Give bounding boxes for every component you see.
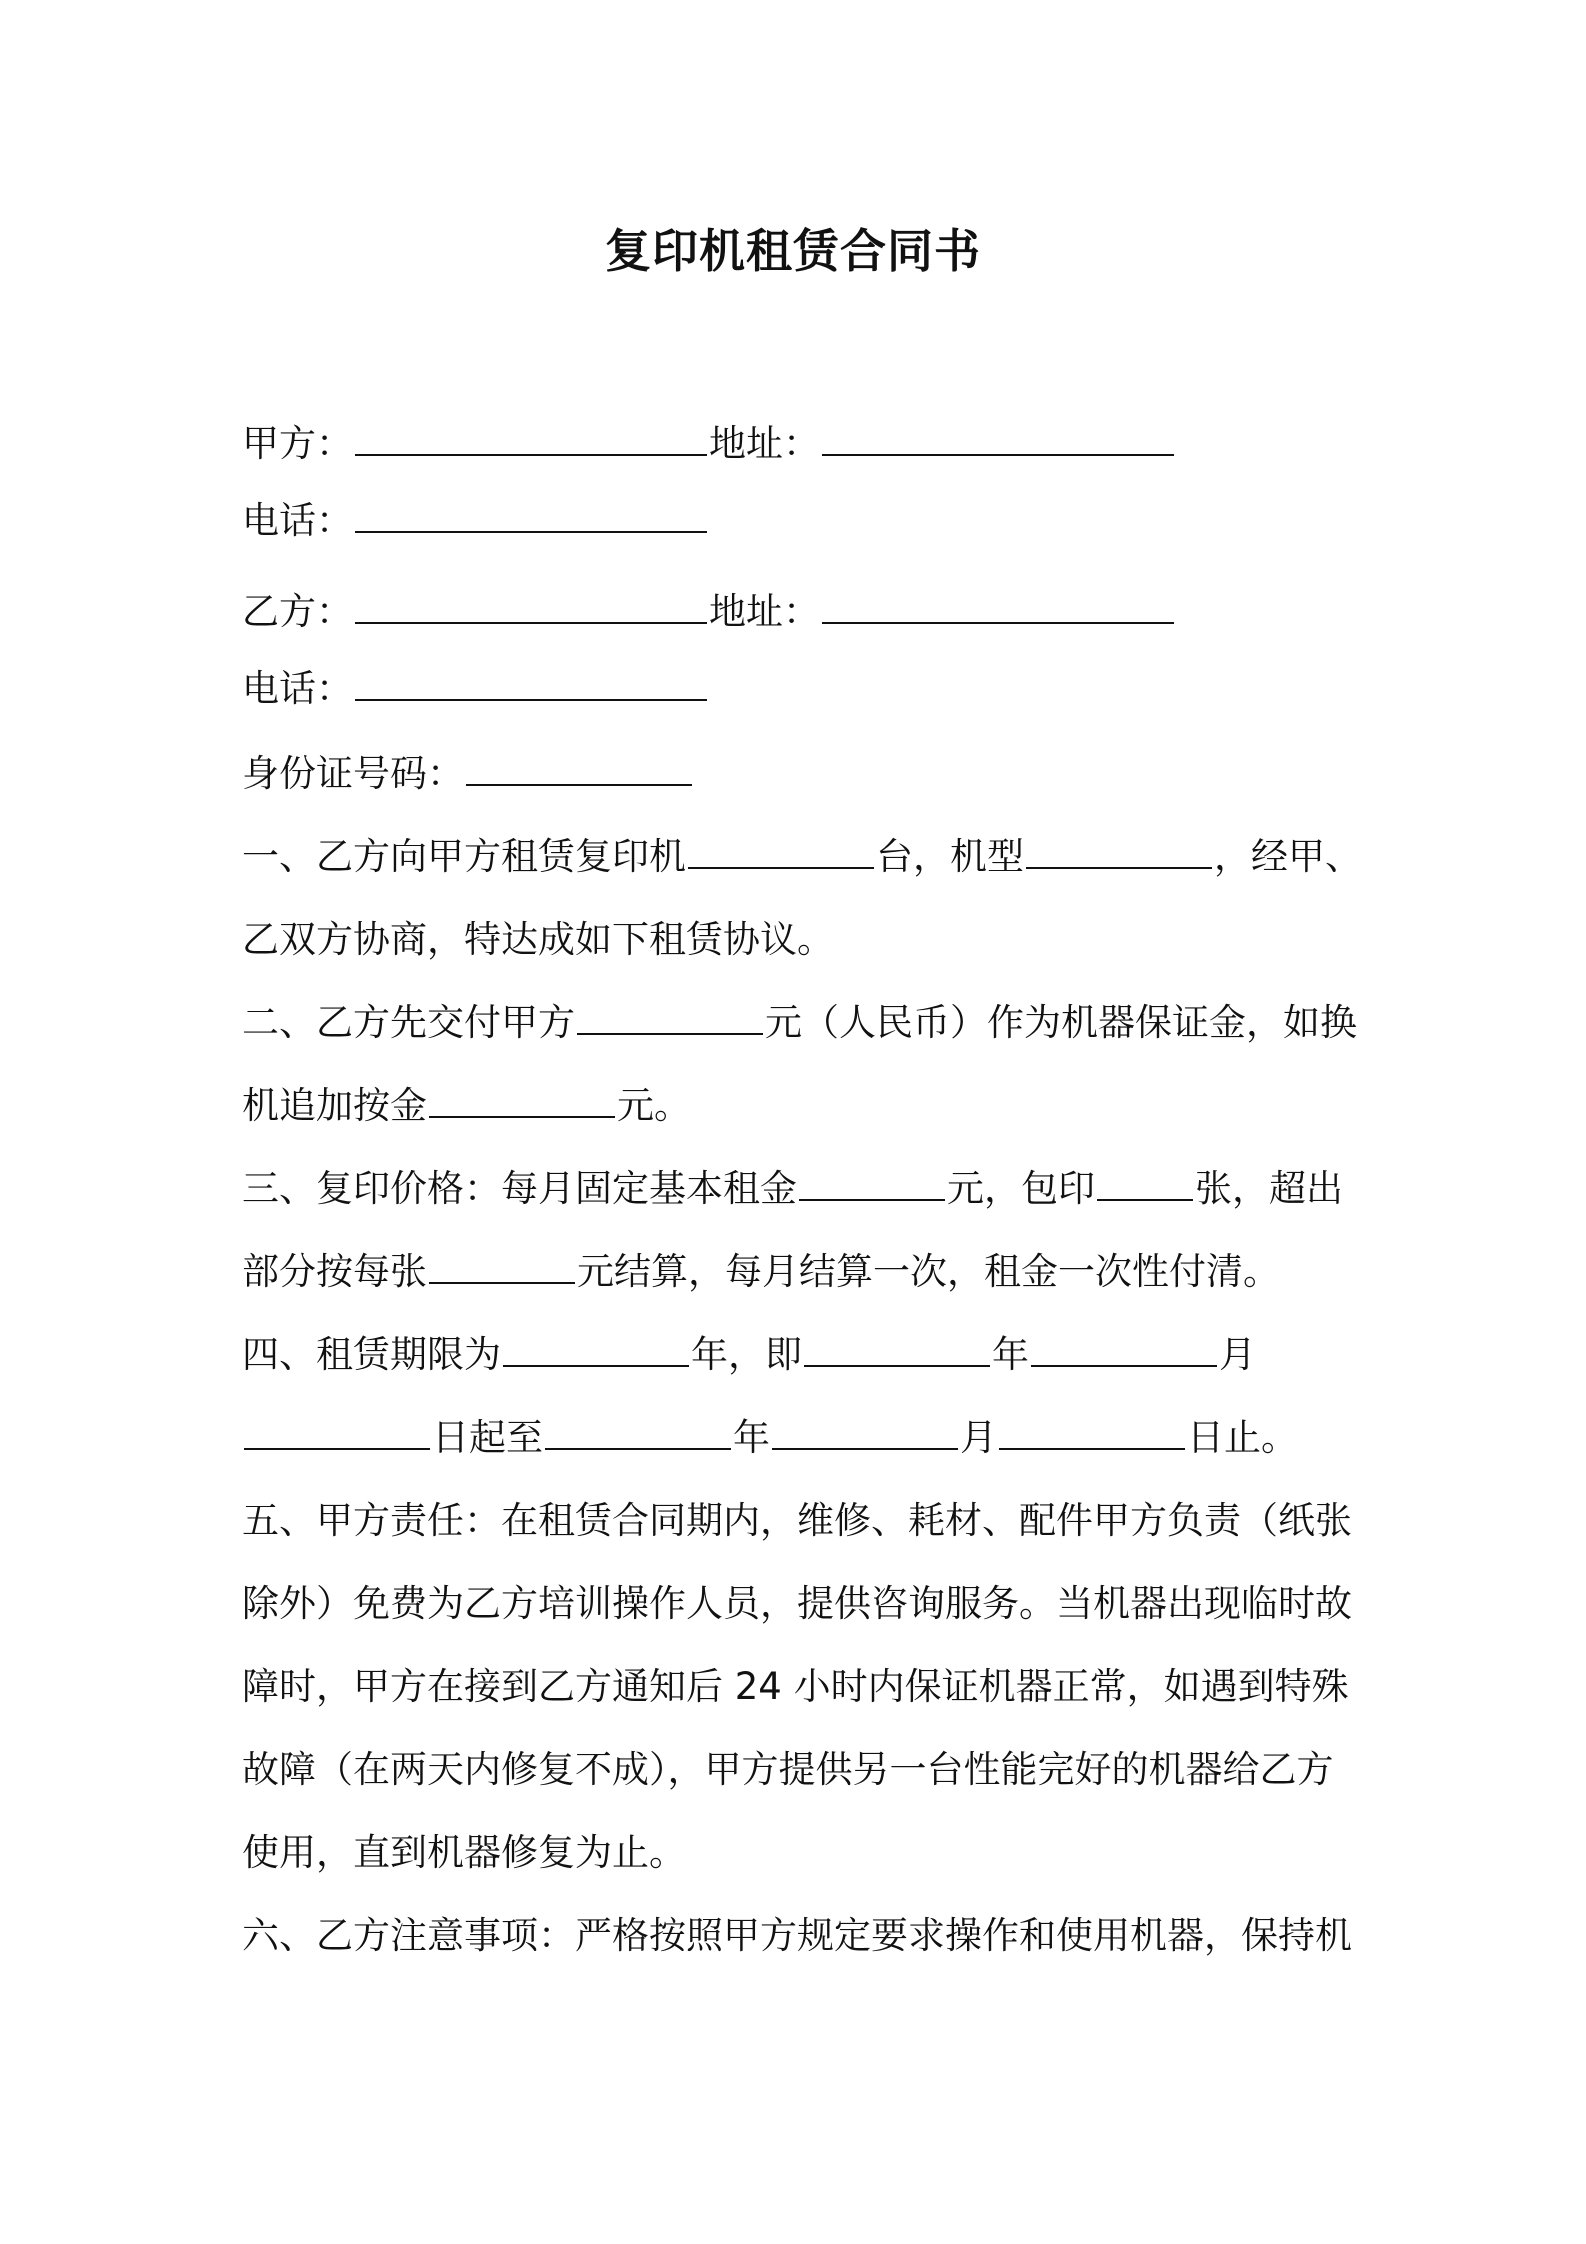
party-b-label: 乙方： (242, 590, 353, 633)
clause-3-line-2 (242, 1247, 1280, 1297)
clause-4-line-2 (242, 1413, 1298, 1463)
deposit-amount-blank (577, 999, 763, 1035)
clause-3-text-a: 三、复印价格：每月固定基本租金 (242, 1167, 797, 1210)
party-a-name-blank (355, 420, 707, 456)
clause-3-text-e: 元结算，每月结算一次，租金一次性付清。 (577, 1250, 1280, 1293)
extra-deposit-blank (429, 1082, 615, 1118)
clause-1-text-b: 台，机型 (876, 835, 1024, 878)
party-a-address-label: 地址： (709, 422, 820, 465)
party-b-phone-label: 电话： (242, 667, 353, 710)
party-a-phone-blank (355, 497, 707, 533)
party-b-phone-line (242, 664, 709, 714)
clause-5-line-4: 故障（在两天内修复不成），甲方提供另一台性能完好的机器给乙方 (242, 1748, 1334, 1791)
clause-4-text-f: 年 (733, 1416, 770, 1459)
clause-4-line-1 (242, 1330, 1256, 1380)
end-day-blank (999, 1414, 1185, 1450)
party-a-label: 甲方： (242, 422, 353, 465)
clause-4-text-c: 年 (992, 1333, 1029, 1376)
clause-1-text-c: ，经甲、 (1214, 835, 1362, 878)
clause-6-line-1: 六、乙方注意事项：严格按照甲方规定要求操作和使用机器，保持机 (242, 1914, 1352, 1957)
end-year-blank (545, 1414, 731, 1450)
clause-4-text-d: 月 (1219, 1333, 1256, 1376)
clause-1-line-2: 乙双方协商，特达成如下租赁协议。 (242, 918, 834, 961)
party-b-name-blank (355, 588, 707, 624)
party-b-address-label: 地址： (709, 590, 820, 633)
per-page-price-blank (429, 1248, 575, 1284)
base-rent-blank (799, 1165, 945, 1201)
clause-3-text-c: 张，超出 (1195, 1167, 1343, 1210)
clause-2-text-c: 机追加按金 (242, 1084, 427, 1127)
party-a-phone-label: 电话： (242, 499, 353, 542)
machine-model-blank (1026, 833, 1212, 869)
start-month-blank (1031, 1331, 1217, 1367)
clause-2-line-1 (242, 998, 1357, 1048)
clause-2-text-d: 元。 (617, 1084, 691, 1127)
clause-3-line-1 (242, 1164, 1343, 1214)
clause-4-text-g: 月 (960, 1416, 997, 1459)
clause-5-line-1: 五、甲方责任：在租赁合同期内，维修、耗材、配件甲方负责（纸张 (242, 1499, 1352, 1542)
machine-count-blank (688, 833, 874, 869)
clause-5-line-3: 障时，甲方在接到乙方通知后 24 小时内保证机器正常，如遇到特殊 (242, 1665, 1349, 1708)
clause-4-text-h: 日止。 (1187, 1416, 1298, 1459)
party-b-address-blank (822, 588, 1174, 624)
clause-4-text-b: 年，即 (691, 1333, 802, 1376)
party-b-phone-blank (355, 665, 707, 701)
party-b-id-line (242, 749, 694, 799)
document-title: 复印机租赁合同书 (605, 224, 981, 278)
party-a-phone-line (242, 496, 709, 546)
party-b-id-blank (466, 750, 692, 786)
clause-3-text-d: 部分按每张 (242, 1250, 427, 1293)
party-b-line (242, 587, 1176, 637)
clause-3-text-b: 元，包印 (947, 1167, 1095, 1210)
clause-2-text-a: 二、乙方先交付甲方 (242, 1001, 575, 1044)
start-day-blank (244, 1414, 430, 1450)
included-pages-blank (1097, 1165, 1193, 1201)
clause-1-text-a: 一、乙方向甲方租赁复印机 (242, 835, 686, 878)
party-a-address-blank (822, 420, 1174, 456)
end-month-blank (772, 1414, 958, 1450)
start-year-blank (804, 1331, 990, 1367)
party-b-id-label: 身份证号码： (242, 752, 464, 795)
clause-1-line-1 (242, 832, 1362, 882)
lease-years-blank (503, 1331, 689, 1367)
clause-4-text-a: 四、租赁期限为 (242, 1333, 501, 1376)
party-a-line (242, 419, 1176, 469)
clause-5-line-5: 使用，直到机器修复为止。 (242, 1831, 686, 1874)
clause-4-text-e: 日起至 (432, 1416, 543, 1459)
clause-2-line-2 (242, 1081, 691, 1131)
clause-2-text-b: 元（人民币）作为机器保证金，如换 (765, 1001, 1357, 1044)
clause-5-line-2: 除外）免费为乙方培训操作人员，提供咨询服务。当机器出现临时故 (242, 1582, 1352, 1625)
